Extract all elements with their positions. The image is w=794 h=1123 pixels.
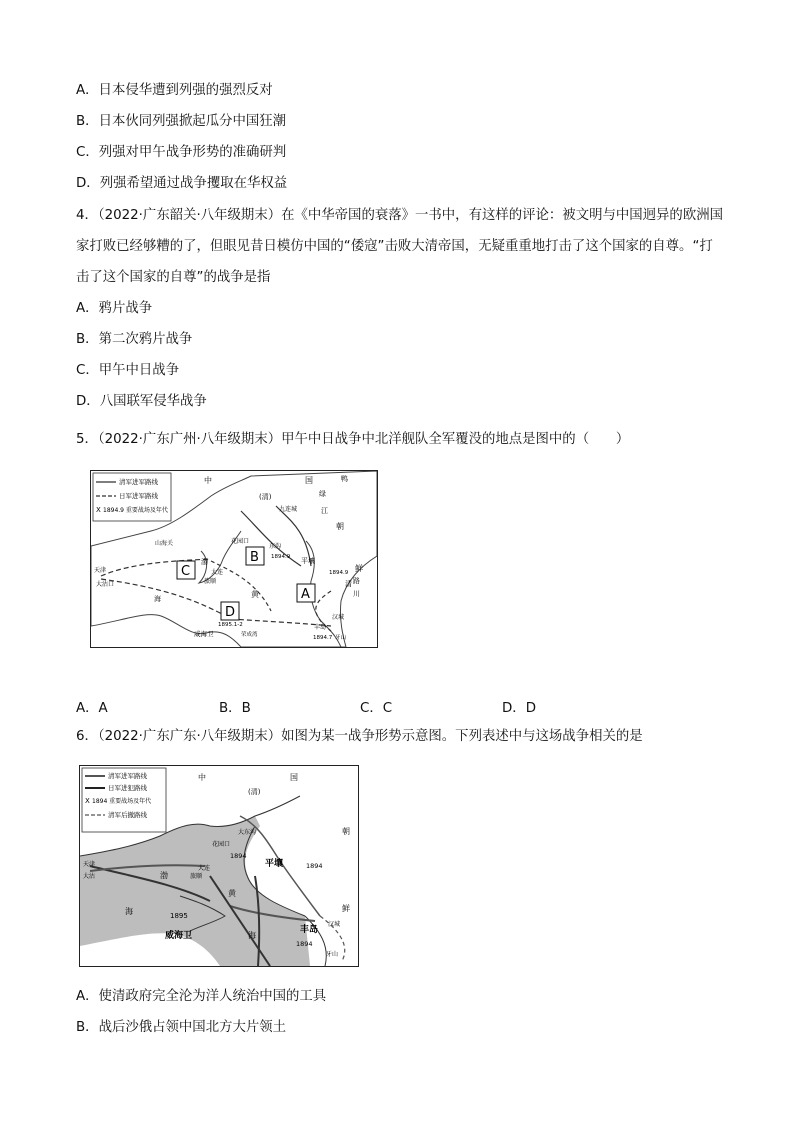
svg-text:A: A [301, 587, 310, 602]
q5-option-c: C．C [360, 701, 393, 716]
svg-text:旅顺: 旅顺 [190, 873, 203, 880]
svg-text:国: 国 [305, 476, 313, 485]
q3-option-a: A．日本侵华遭到列强的强烈反对 [76, 83, 273, 98]
svg-text:威海卫: 威海卫 [194, 630, 214, 638]
svg-text:旅顺: 旅顺 [204, 578, 217, 585]
q4-option-c: C．甲午中日战争 [76, 363, 180, 378]
q4-option-b: B．第二次鸦片战争 [76, 332, 193, 347]
map-marker-c [177, 561, 195, 579]
svg-text:清军后撤路线: 清军后撤路线 [108, 811, 147, 819]
svg-text:1894: 1894 [296, 940, 313, 948]
svg-text:中: 中 [198, 773, 206, 782]
svg-text:鲜: 鲜 [342, 904, 350, 913]
svg-text:鲜: 鲜 [355, 564, 363, 573]
svg-text:1894 重要战场及年代: 1894 重要战场及年代 [92, 798, 152, 805]
svg-text:渤: 渤 [160, 871, 168, 880]
svg-text:海: 海 [248, 931, 256, 940]
svg-text:牙山: 牙山 [335, 635, 347, 641]
svg-text:荣成湾: 荣成湾 [241, 632, 258, 638]
svg-text:汉城: 汉城 [328, 921, 341, 928]
legend-battle: 1894.9 重要战场及年代 [103, 507, 168, 514]
svg-text:山海关: 山海关 [155, 540, 174, 547]
svg-text:大沽: 大沽 [83, 873, 96, 880]
svg-text:清军进军路线: 清军进军路线 [108, 772, 147, 780]
svg-text:1894.9: 1894.9 [271, 554, 291, 560]
svg-text:清: 清 [345, 580, 352, 588]
svg-text:日军进犯路线: 日军进犯路线 [108, 784, 147, 792]
svg-text:(清): (清) [259, 493, 272, 501]
svg-text:C: C [181, 564, 191, 579]
svg-text:鸭: 鸭 [341, 475, 348, 483]
svg-text:(清): (清) [248, 788, 261, 796]
svg-text:1894.9: 1894.9 [329, 570, 349, 576]
q4-option-d: D．八国联军侵华战争 [76, 394, 207, 409]
svg-text:黄: 黄 [228, 889, 236, 898]
q3-option-d: D．列强希望通过战争攫取在华权益 [76, 176, 288, 191]
q3-option-b: B．日本伙同列强掀起瓜分中国狂潮 [76, 114, 287, 129]
svg-text:B: B [250, 550, 259, 565]
svg-text:威海卫: 威海卫 [165, 931, 193, 941]
svg-text:汉城: 汉城 [332, 614, 345, 621]
svg-text:D: D [225, 605, 236, 620]
svg-text:1895: 1895 [170, 912, 188, 920]
svg-text:1894.7: 1894.7 [313, 635, 333, 641]
q3-option-c: C．列强对甲午战争形势的准确研判 [76, 145, 287, 160]
q6-stem: 6．（2022·广东广东·八年级期末）如图为某一战争形势示意图。下列表述中与这场战争相关的是 [76, 729, 643, 744]
svg-text:平壤: 平壤 [301, 557, 315, 565]
svg-text:大沽口: 大沽口 [96, 581, 115, 588]
q5-option-d: D．D [502, 701, 537, 716]
svg-text:大连: 大连 [211, 569, 224, 576]
map-marker-a [297, 584, 315, 602]
q6-option-a: A．使清政府完全沦为洋人统治中国的工具 [76, 989, 327, 1004]
svg-text:花园口: 花园口 [231, 538, 250, 545]
svg-text:黄: 黄 [251, 590, 259, 599]
map-marker-b [246, 547, 264, 565]
q5-option-a: A．A [76, 701, 108, 716]
q6-option-b: B．战后沙俄占领中国北方大片领土 [76, 1020, 287, 1035]
q5-war-map [90, 470, 378, 648]
svg-text:海: 海 [154, 595, 161, 603]
svg-text:东沟: 东沟 [269, 543, 282, 550]
q6-war-map [79, 765, 359, 967]
svg-text:X: X [96, 506, 101, 514]
svg-text:大连: 大连 [198, 865, 211, 872]
svg-text:花园口: 花园口 [212, 841, 231, 848]
svg-text:国: 国 [290, 773, 298, 782]
legend-japan: 日军进军路线 [119, 492, 158, 500]
svg-text:丰岛: 丰岛 [314, 624, 327, 631]
svg-text:路: 路 [353, 577, 360, 585]
map-marker-d [221, 602, 239, 620]
svg-text:1895.1-2: 1895.1-2 [218, 622, 243, 628]
q5-option-b: B．B [219, 701, 251, 716]
svg-text:川: 川 [353, 590, 360, 598]
svg-text:1894: 1894 [230, 852, 247, 860]
svg-text:江: 江 [321, 507, 328, 515]
svg-text:绿: 绿 [319, 490, 326, 498]
svg-text:牙山: 牙山 [326, 951, 339, 958]
svg-text:朝: 朝 [342, 827, 350, 836]
svg-text:平壤: 平壤 [265, 859, 284, 869]
q4-stem: 4．（2022·广东韶关·八年级期末）在《中华帝国的衰落》一书中，有这样的评论：被文明与中国迥异的欧洲国家打败已经够糟的了，但眼见昔日模仿中国的“倭寇”击败大清帝国，无疑重重地打击了这个国家的自尊。“打击了这个国家的自尊”的战争是指 [76, 208, 723, 285]
svg-text:九连城: 九连城 [279, 506, 298, 513]
svg-text:大东沟: 大东沟 [238, 829, 257, 836]
legend-qing: 清军进军路线 [119, 478, 158, 486]
svg-text:天津: 天津 [94, 567, 107, 574]
svg-text:1894: 1894 [306, 862, 323, 870]
q5-stem: 5．（2022·广东广州·八年级期末）甲午中日战争中北洋舰队全军覆没的地点是图中的（ ） [76, 432, 630, 447]
svg-text:X: X [85, 797, 90, 805]
svg-text:中: 中 [204, 476, 212, 485]
svg-text:丰岛: 丰岛 [300, 925, 319, 935]
svg-text:天津: 天津 [83, 861, 96, 868]
q5-options [76, 697, 636, 715]
svg-text:渤: 渤 [201, 558, 208, 566]
svg-text:海: 海 [125, 907, 133, 916]
q4-option-a: A．鸦片战争 [76, 301, 153, 316]
svg-text:朝: 朝 [336, 522, 344, 531]
